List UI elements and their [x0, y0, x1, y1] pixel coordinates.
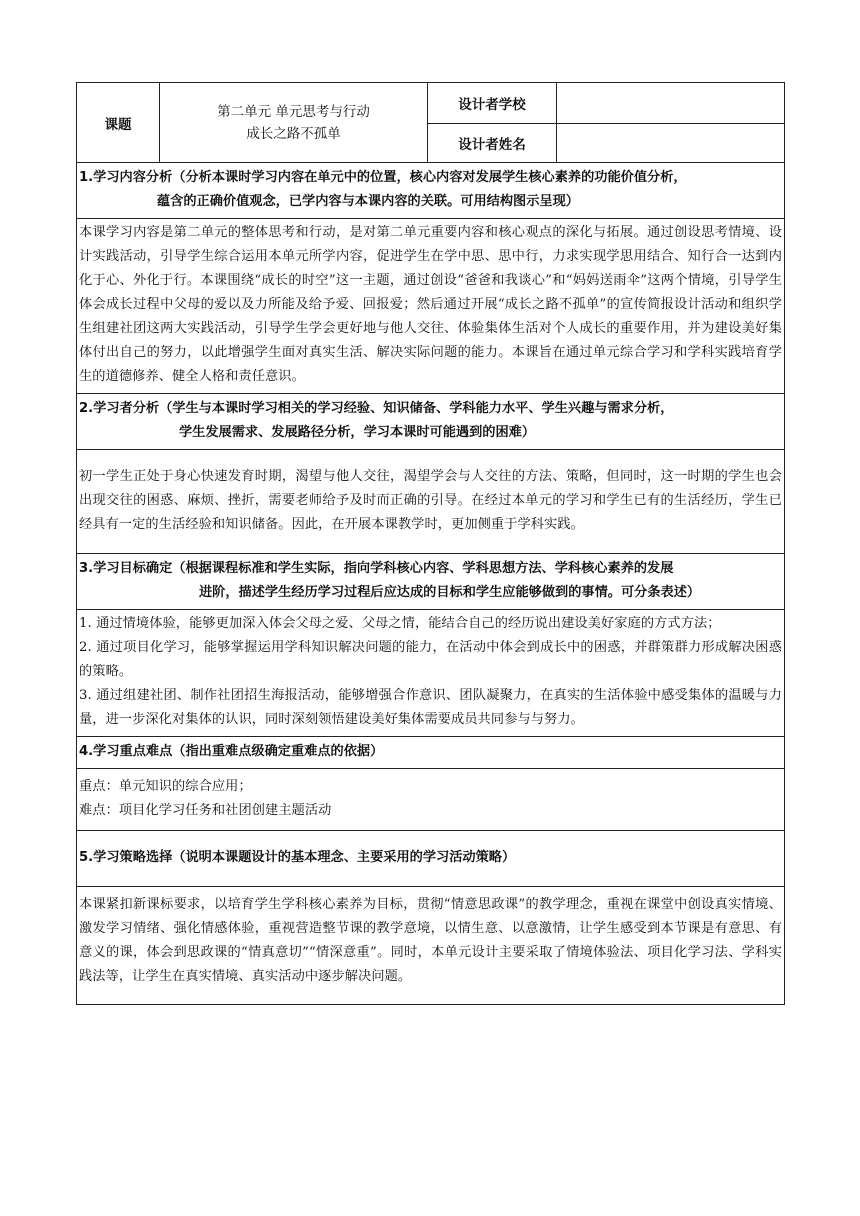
- section-1-heading-line2: 蕴含的正确价值观念，已学内容与本课内容的关联。可用结构图示呈现）: [157, 194, 579, 209]
- section-1-text: 本课学习内容是第二单元的整体思考和行动，是对第二单元重要内容和核心观点的深化与拓展。通过创设思考情境、设计实践活动，引导学生综合运用本单元所学内容，促进学生在学中思、思中行，力求实现学思用结合、知行合一达到内化于心、外化于行。本课围绕“成长的时空”这一主题，通过创设“爸爸和我谈心”和“妈妈送雨伞”这两个情境，引导学生体会成长过程中父母的爱以及力所能及给予爱、回报爱；然后通过开展“成长之路不孤单”的宣传简报设计活动和组织学生组建社团这两大实践活动，引导学生学会更好地与他人交往、体验集体生活对个人成长的重要作用，并为建设美好集体付出自己的努力，以此增强学生面对真实生活、解决实际问题的能力。本课旨在通过单元综合学习和学科实践培育学生的道德修养、健全人格和责任意识。: [79, 225, 782, 384]
- school-label: 设计者学校: [428, 83, 557, 124]
- section-4-heading-line1: 4.学习重点难点（指出重难点级确定重难点的依据）: [79, 744, 384, 759]
- section-3-body-row: [77, 610, 785, 737]
- section-2-body: [77, 450, 785, 554]
- designer-label: 设计者姓名: [428, 124, 557, 163]
- lesson-title-line2: 成长之路不孤单: [246, 125, 341, 142]
- section-2-heading: [77, 394, 785, 450]
- section-2-heading-line1: 2.学习者分析（学生与本课时学习相关的学习经验、知识储备、学科能力水平、学生兴趣与需求分析，: [79, 401, 674, 416]
- section-5-heading: [77, 831, 785, 887]
- header-row-1: [77, 83, 785, 124]
- section-1-heading-row: [77, 163, 785, 219]
- objective-item-2: 2. 通过项目化学习，能够掌握运用学科知识解决问题的能力，在活动中体会到成长中的困惑，并群策群力形成解决困惑的策略。: [79, 640, 782, 679]
- section-1-body: [77, 219, 785, 394]
- section-1-heading: [77, 163, 785, 219]
- lesson-title: [160, 83, 428, 163]
- section-1-heading-line1: 1.学习内容分析（分析本课时学习内容在单元中的位置，核心内容对发展学生核心素养的功能价值分析，: [79, 170, 687, 185]
- section-5-body-row: [77, 887, 785, 1005]
- lesson-title-line1: 第二单元 单元思考与行动: [217, 103, 370, 120]
- section-5-text: 本课紧扣新课标要求，以培育学生学科核心素养为目标，贯彻“情意思政课”的教学理念，重视在课堂中创设真实情境、激发学习情绪、强化情感体验，重视营造整节课的教学意境，以情生意、以意激情，让学生感受到本节课是有意思、有意义的课，体会到思政课的“情真意切”“情深意重”。同时，本单元设计主要采取了情境体验法、项目化学习法、学科实践法等，让学生在真实情境、真实活动中逐步解决问题。: [79, 897, 782, 984]
- section-4-heading: [77, 737, 785, 769]
- section-1-body-row: [77, 219, 785, 394]
- section-3-heading-row: [77, 554, 785, 610]
- section-5-heading-line1: 5.学习策略选择（说明本课题设计的基本理念、主要采用的学习活动策略）: [79, 850, 516, 865]
- section-3-heading-line2: 进阶，描述学生经历学习过程后应达成的目标和学生应能够做到的事情。可分条表述）: [199, 585, 701, 600]
- section-4-body: [77, 769, 785, 831]
- topic-label: 课题: [77, 83, 160, 163]
- key-point-focus: 重点：单元知识的综合应用；: [79, 778, 252, 794]
- section-3-body: [77, 610, 785, 737]
- section-5-heading-row: [77, 831, 785, 887]
- section-3-heading: [77, 554, 785, 610]
- lesson-plan-page: [76, 82, 784, 1005]
- school-value[interactable]: [557, 83, 785, 124]
- designer-value[interactable]: [557, 124, 785, 163]
- section-3-heading-line1: 3.学习目标确定（根据课程标准和学生实际，指向学科核心内容、学科思想方法、学科核心素养的发展: [79, 561, 674, 576]
- section-4-body-row: [77, 769, 785, 831]
- section-2-heading-line2: 学生发展需求、发展路径分析，学习本课时可能遇到的困难）: [179, 425, 536, 440]
- lesson-plan-table: [76, 82, 785, 1005]
- key-point-difficulty: 难点：项目化学习任务和社团创建主题活动: [79, 802, 332, 818]
- section-2-heading-row: [77, 394, 785, 450]
- section-2-body-row: [77, 450, 785, 554]
- section-5-body: [77, 887, 785, 1005]
- section-4-heading-row: [77, 737, 785, 769]
- objective-item-3: 3. 通过组建社团、制作社团招生海报活动，能够增强合作意识、团队凝聚力，在真实的生活体验中感受集体的温暖与力量，进一步深化对集体的认识，同时深刻领悟建设美好集体需要成员共同参与与努力。: [79, 688, 782, 727]
- objective-item-1: 1. 通过情境体验，能够更加深入体会父母之爱、父母之情，能结合自己的经历说出建设美好家庭的方式方法；: [79, 616, 721, 631]
- section-2-text: 初一学生正处于身心快速发育时期，渴望与他人交往，渴望学会与人交往的方法、策略，但同时，这一时期的学生也会出现交往的困惑、麻烦、挫折，需要老师给予及时而正确的引导。在经过本单元的学习和学生已有的生活经历，学生已经具有一定的生活经验和知识储备。因此，在开展本课教学时，更加侧重于学科实践。: [79, 468, 782, 532]
